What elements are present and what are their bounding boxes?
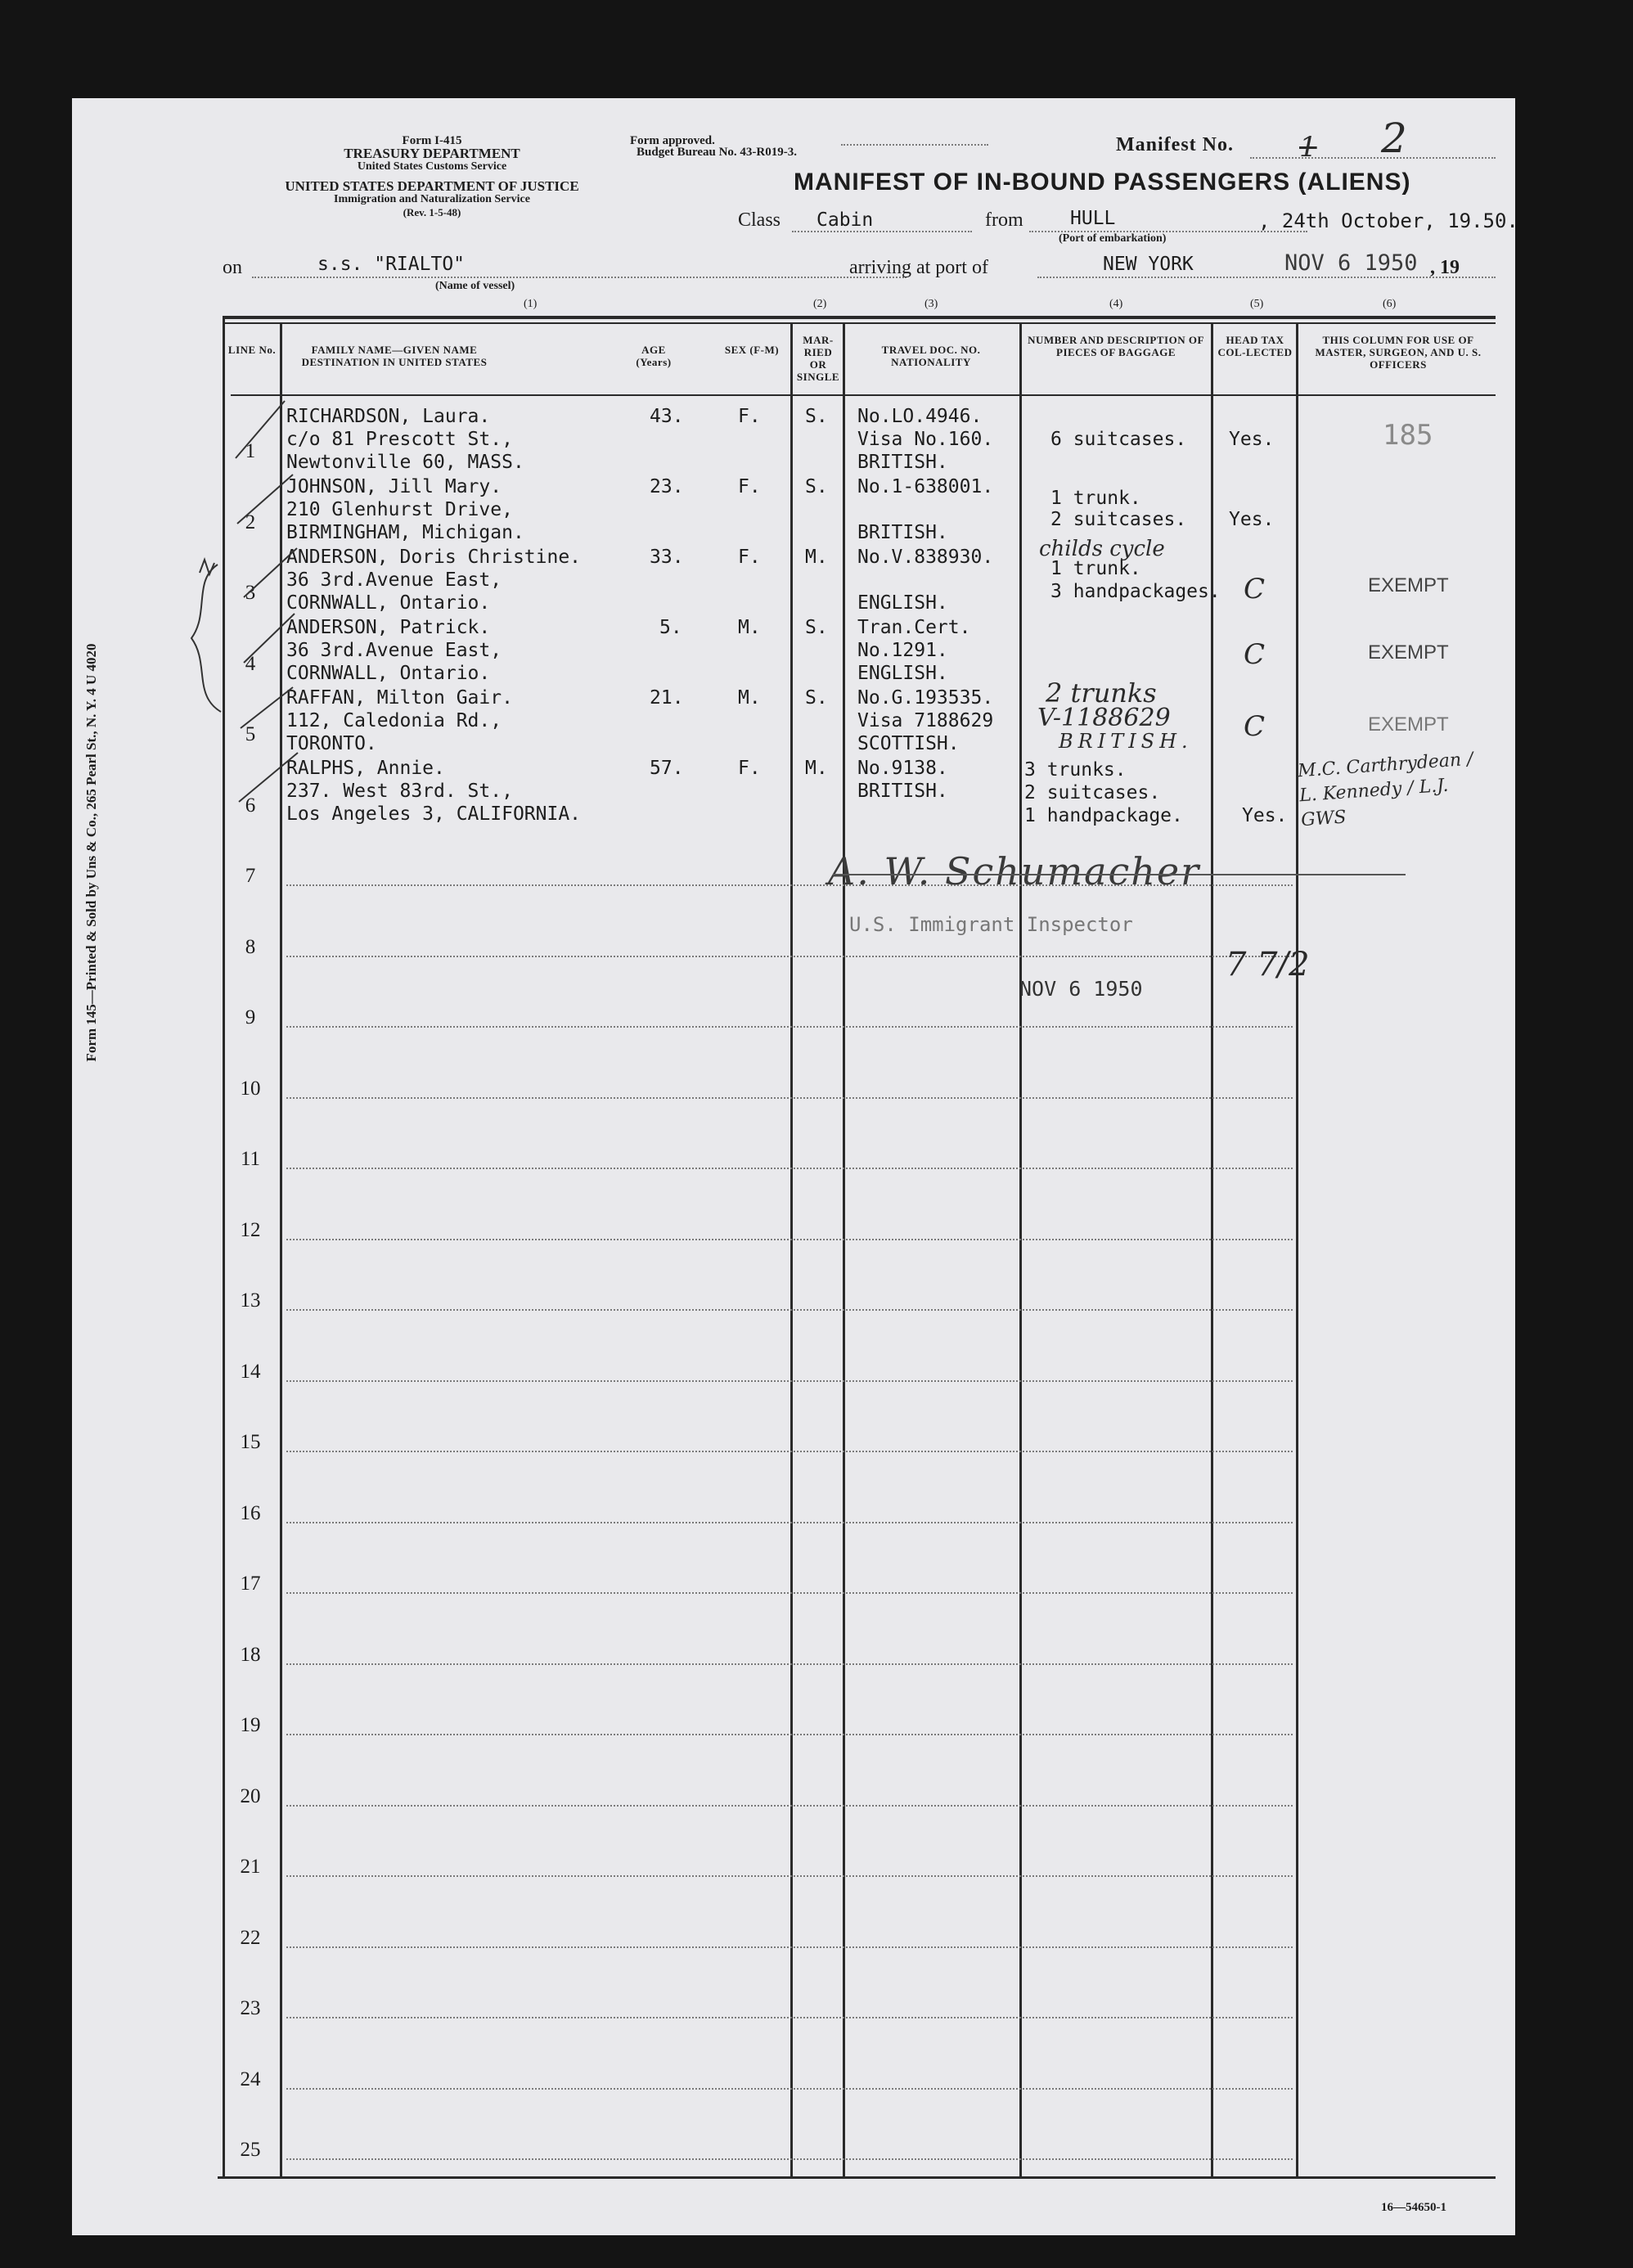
baggage: 6 suitcases. [1050,429,1187,450]
col-header-officers: THIS COLUMN FOR USE OF MASTER, SURGEON, AND U. S. OFFICERS [1315,334,1482,371]
bracket-mark [185,556,234,720]
passenger-address: 237. West 83rd. St., [286,781,513,802]
row-guide [286,1805,1293,1807]
nationality: ENGLISH. [857,663,948,684]
vessel-line [252,277,906,278]
row-number: 19 [240,1714,261,1736]
baggage: 2 suitcases. [1024,782,1161,803]
table-top-rule-2 [223,322,1496,324]
passenger-sex: F. [738,758,761,779]
passenger-address: c/o 81 Prescott St., [286,429,513,450]
passenger-marital: M. [805,758,828,779]
baggage: 1 trunk. [1050,488,1141,509]
passenger-marital: M. [805,547,828,568]
baggage: 1 handpackage. [1024,805,1183,826]
officer-note: 185 [1383,419,1433,452]
col-num-3: (3) [924,298,938,310]
baggage-handwritten: childs cycle [1039,537,1165,561]
row-guide [286,2088,1293,2090]
row-guide [286,1522,1293,1523]
ins-service: Immigration and Naturalization Service [334,193,530,205]
passenger-age: 57. [650,758,684,779]
manifest-label: Manifest No. [1116,134,1234,155]
passenger-name: ANDERSON, Patrick. [286,617,491,638]
row-guide [286,1946,1293,1948]
budget-line [841,144,988,146]
header-bottom-rule [231,394,1496,396]
travel-doc: No.1-638001. [857,476,994,497]
baggage-handwritten: V-1188629 [1037,704,1171,732]
budget-bureau: Budget Bureau No. 43-R019-3. [637,146,797,159]
passenger-name: RICHARDSON, Laura. [286,406,491,427]
row-guide [286,1451,1293,1452]
col-rule-ms-right [843,324,845,2178]
passenger-city: CORNWALL, Ontario. [286,592,491,614]
row-number: 11 [240,1148,261,1170]
col-num-4: (4) [1109,298,1123,310]
row-number: 18 [240,1643,261,1666]
col-rule-ms-left [790,324,793,2178]
passenger-age: 33. [650,547,684,568]
nationality: SCOTTISH. [857,733,960,754]
baggage-handwritten: 2 trunks [1046,677,1157,709]
col-header-married: MAR-RIED OR SINGLE [796,334,840,383]
page-title: MANIFEST OF IN-BOUND PASSENGERS (ALIENS) [794,169,1411,196]
class-label: Class [738,209,781,231]
departure-date: , 24th October, 19.50. [1258,209,1518,232]
row-guide [286,1592,1293,1594]
row-guide [286,956,1293,957]
treasury-dept: TREASURY DEPARTMENT [344,146,520,161]
year-suffix: , 19 [1430,257,1460,278]
travel-cert-no: No.1291. [857,640,948,661]
arriving-label: arriving at port of [849,257,988,278]
side-printer-text: Form 145—Printed & Sold by Uns & Co., 265 Pearl St., N. Y. 4 U 4020 [83,643,99,1062]
row-number: 4 [245,652,256,675]
passenger-city: Los Angeles 3, CALIFORNIA. [286,803,582,825]
passenger-city: Newtonville 60, MASS. [286,452,524,473]
port-value: NEW YORK [1103,254,1194,275]
officer-note: EXEMPT [1368,641,1449,664]
passenger-marital: S. [805,617,828,638]
col-header-baggage: NUMBER AND DESCRIPTION OF PIECES OF BAGGAGE [1028,334,1204,358]
justice-dept: UNITED STATES DEPARTMENT OF JUSTICE [285,178,579,194]
row-number: 25 [240,2139,261,2161]
passenger-city: TORONTO. [286,733,377,754]
passenger-name: RALPHS, Annie. [286,758,445,779]
passenger-marital: S. [805,687,828,709]
nationality: BRITISH. [857,781,948,802]
row-guide [286,1663,1293,1665]
passenger-address: 36 3rd.Avenue East, [286,640,502,661]
passenger-sex: M. [738,687,761,709]
travel-doc: No.9138. [857,758,948,779]
col-rule-tax-right [1296,324,1298,2178]
travel-visa: Visa 7188629 [857,710,994,731]
form-code: 16—54650-1 [1381,2201,1446,2214]
passenger-sex: F. [738,406,761,427]
row-number: 20 [240,1784,261,1807]
passenger-age: 43. [650,406,684,427]
passenger-marital: S. [805,476,828,497]
manifest-sheet [72,98,1518,2235]
manifest-line [1250,157,1496,159]
row-number: 10 [240,1077,261,1100]
baggage: 2 suitcases. [1050,509,1187,530]
passenger-name: ANDERSON, Doris Christine. [286,547,582,568]
passenger-address: 36 3rd.Avenue East, [286,569,502,591]
row-number: 24 [240,2068,261,2090]
row-guide [286,1734,1293,1735]
officer-note: M.C. Carthrydean / L. Kennedy / L.J. GWS [1297,749,1474,831]
passenger-address: 112, Caledonia Rd., [286,710,502,731]
passenger-name: JOHNSON, Jill Mary. [286,476,502,497]
form-approved: Form approved. [630,134,715,147]
inspector-initials: 7 7/2 [1226,946,1310,983]
passenger-sex: F. [738,547,761,568]
passenger-city: BIRMINGHAM, Michigan. [286,522,524,543]
baggage: 3 trunks. [1024,759,1127,781]
baggage-handwritten: BRITISH. [1059,730,1193,753]
on-label: on [223,257,242,278]
revision: (Rev. 1-5-48) [403,206,461,218]
passenger-age: 21. [650,687,684,709]
row-number: 9 [245,1006,256,1028]
vessel-note: (Name of vessel) [435,280,515,292]
customs-service: United States Customs Service [357,160,507,173]
col-header-sex: SEX (F-M) [724,344,780,356]
table-top-rule [223,316,1496,319]
row-number: 6 [245,794,256,817]
row-number: 16 [240,1501,261,1524]
nationality: BRITISH. [857,452,948,473]
nationality: ENGLISH. [857,592,948,614]
row-guide [286,1875,1293,1877]
head-tax: Yes. [1242,805,1288,826]
col-header-age: AGE (Years) [636,344,672,368]
row-number: 15 [240,1431,261,1453]
head-tax: C [1244,638,1266,671]
officer-note: EXEMPT [1368,713,1449,736]
col-header-name: FAMILY NAME—GIVEN NAME DESTINATION IN UNITED STATES [301,344,488,368]
class-value: Cabin [816,209,874,231]
row-guide [286,1239,1293,1240]
travel-doc: Tran.Cert. [857,617,971,638]
head-tax: C [1244,573,1266,605]
manifest-number: 2 [1381,115,1407,162]
head-tax: Yes. [1229,429,1275,450]
class-line [792,231,972,232]
row-number: 5 [245,723,256,745]
row-number: 22 [240,1926,261,1949]
signature-line [833,874,1406,875]
col-header-line: LINE No. [227,344,277,356]
row-guide [286,2158,1293,2160]
row-number: 3 [245,582,256,604]
passenger-sex: F. [738,476,761,497]
manifest-struck: 1 [1299,131,1317,164]
passenger-age: 23. [650,476,684,497]
col-header-tax: HEAD TAX COL-LECTED [1217,334,1293,358]
row-number: 17 [240,1573,261,1595]
form-id: Form I-415 [402,134,462,147]
row-guide [286,1097,1293,1099]
row-guide [286,2017,1293,2018]
row-number: 12 [240,1218,261,1241]
head-tax: Yes. [1229,509,1275,530]
table-bottom-rule [218,2176,1496,2179]
passenger-sex: M. [738,617,761,638]
passenger-name: RAFFAN, Milton Gair. [286,687,513,709]
baggage: 3 handpackages. [1050,581,1221,602]
row-number: 1 [245,440,256,462]
col-num-5: (5) [1250,298,1264,310]
row-guide [286,1380,1293,1382]
head-tax: C [1244,710,1266,743]
inspector-stamp: U.S. Immigrant Inspector [849,913,1133,936]
passenger-address: 210 Glenhurst Drive, [286,499,513,520]
arrival-stamp: NOV 6 1950 [1284,250,1418,276]
travel-doc: No.V.838930. [857,547,994,568]
col-num-2: (2) [813,298,827,310]
row-number: 21 [240,1856,261,1878]
travel-visa: Visa No.160. [857,429,994,450]
inspector-signature: A. W. Schumacher [828,849,1201,893]
row-number: 14 [240,1360,261,1383]
col-num-6: (6) [1383,298,1397,310]
col-header-travel: TRAVEL DOC. NO. NATIONALITY [881,344,981,368]
port-line [1037,277,1496,278]
inspection-date: NOV 6 1950 [1019,977,1143,1001]
row-guide [286,1168,1293,1169]
row-number: 2 [245,511,256,533]
officer-note: EXEMPT [1368,574,1449,596]
check-marks [219,393,383,851]
row-number: 8 [245,935,256,958]
row-guide [286,1026,1293,1028]
row-number: 23 [240,1997,261,2019]
from-label: from [985,209,1023,231]
from-value: HULL [1070,208,1116,229]
col-rule-doc-right [1019,324,1022,2178]
passenger-city: CORNWALL, Ontario. [286,663,491,684]
travel-doc: No.G.193535. [857,687,994,709]
passenger-marital: S. [805,406,828,427]
travel-doc: No.LO.4946. [857,406,983,427]
col-num-1: (1) [524,298,538,310]
baggage: 1 trunk. [1050,558,1141,579]
row-number: 7 [245,865,256,887]
row-number: 13 [240,1289,261,1312]
nationality: BRITISH. [857,522,948,543]
passenger-age: 5. [659,617,682,638]
row-guide [286,1309,1293,1311]
embark-note: (Port of embarkation) [1059,232,1167,245]
vessel-value: s.s. "RIALTO" [317,254,466,275]
